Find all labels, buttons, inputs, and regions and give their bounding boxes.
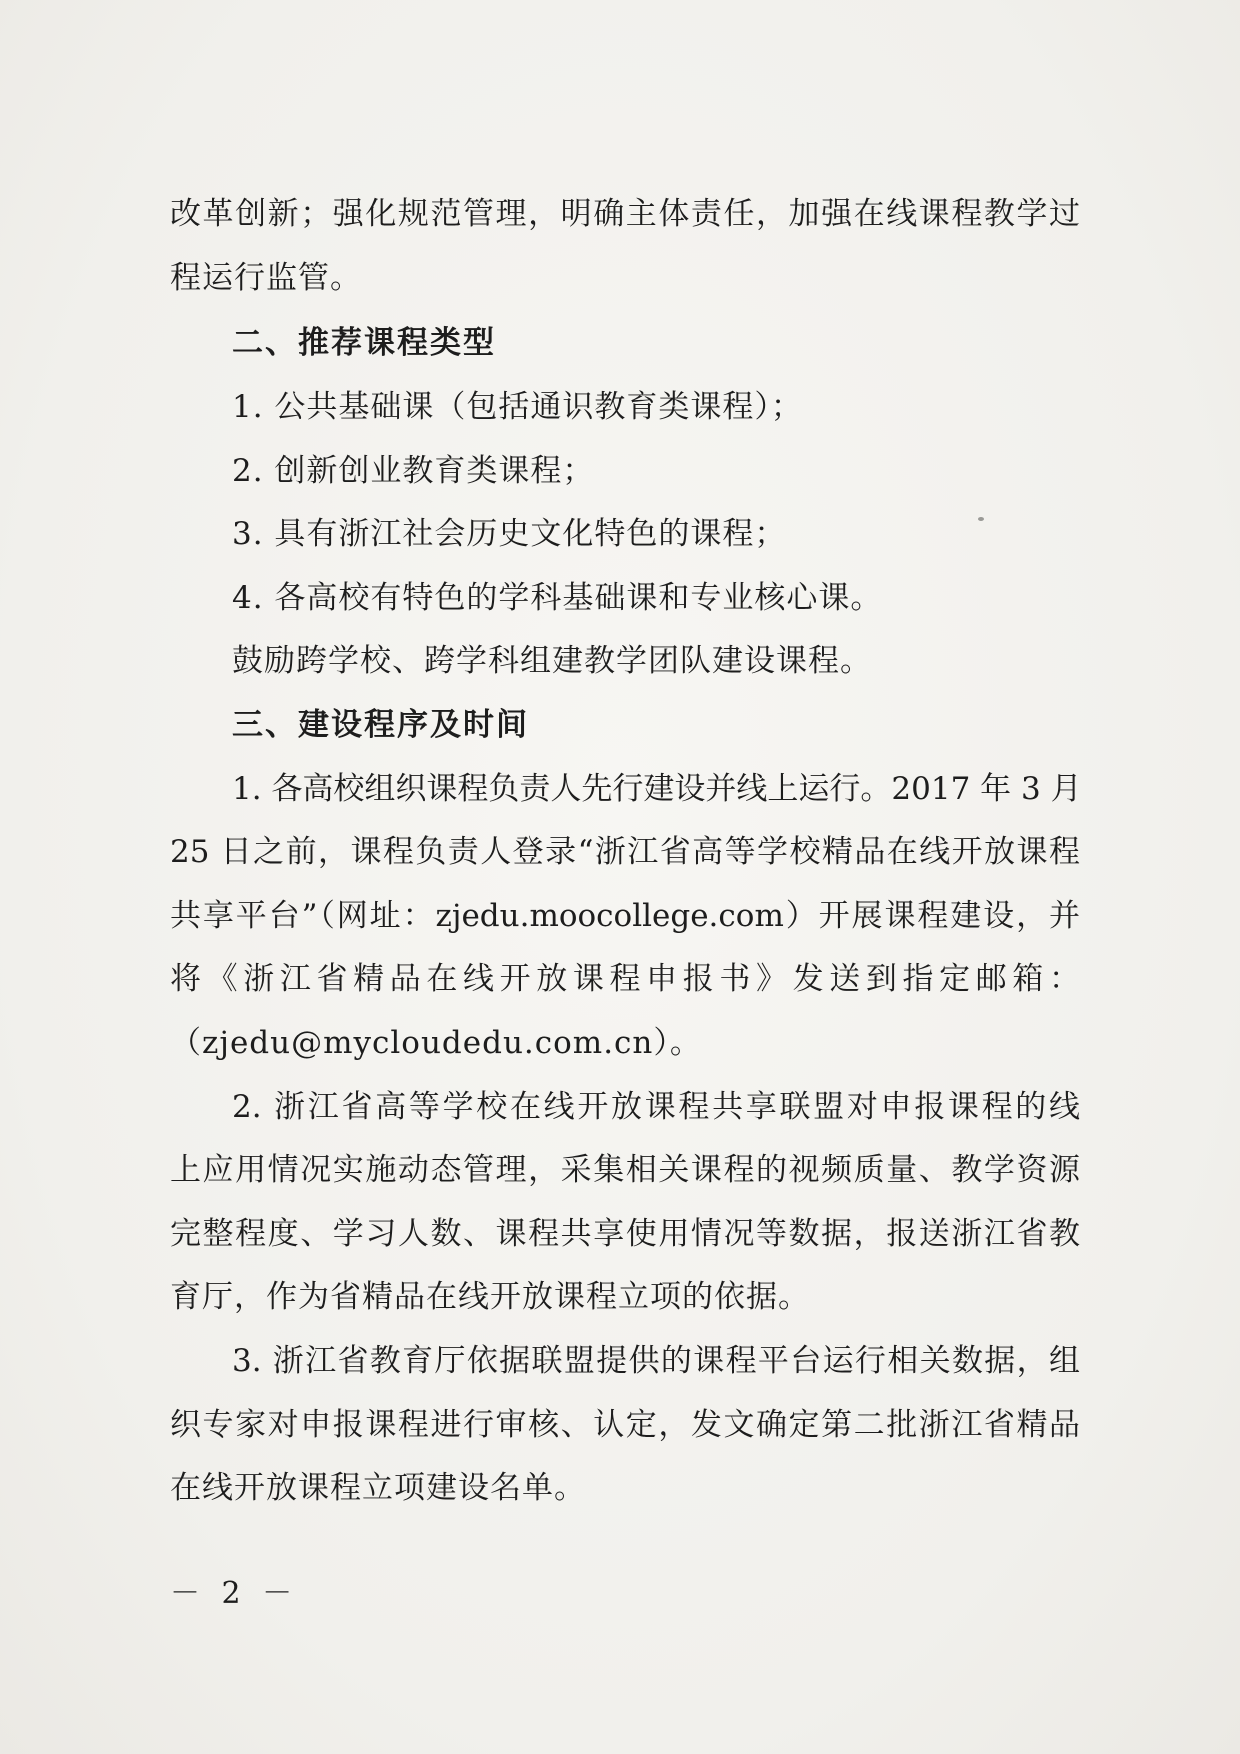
paragraph-line: 将《浙江省精品在线开放课程申报书》发送到指定邮箱：	[170, 961, 1080, 997]
section-heading-3: 三、建设程序及时间	[232, 707, 529, 743]
paragraph-line: 程运行监管。	[170, 260, 362, 296]
list-item: 4. 各高校有特色的学科基础课和专业核心课。	[232, 580, 883, 616]
paragraph-line: 织专家对申报课程进行审核、认定，发文确定第二批浙江省精品	[170, 1407, 1080, 1443]
page-number: － 2 －	[170, 1576, 299, 1611]
paragraph-line: 25 日之前，课程负责人登录“浙江省高等学校精品在线开放课程	[170, 834, 1080, 870]
paragraph-line: 2. 浙江省高等学校在线开放课程共享联盟对申报课程的线	[232, 1089, 1080, 1125]
paragraph-line: 完整程度、学习人数、课程共享使用情况等数据，报送浙江省教	[170, 1216, 1080, 1252]
paragraph-line: 育厅，作为省精品在线开放课程立项的依据。	[170, 1279, 810, 1315]
paragraph-line: 上应用情况实施动态管理，采集相关课程的视频质量、教学资源	[170, 1152, 1080, 1188]
paragraph-line: 3. 浙江省教育厅依据联盟提供的课程平台运行相关数据，组	[232, 1343, 1080, 1379]
scan-speck	[978, 517, 984, 521]
paragraph-line: 在线开放课程立项建设名单。	[170, 1470, 586, 1506]
paragraph-line: 改革创新；强化规范管理，明确主体责任，加强在线课程教学过	[170, 196, 1080, 232]
section-heading-2: 二、推荐课程类型	[232, 325, 496, 361]
paragraph-line: 共享平台”（网址：zjedu.moocollege.com）开展课程建设，并	[170, 898, 1080, 934]
list-item: 2. 创新创业教育类课程；	[232, 453, 595, 489]
list-item: 3. 具有浙江社会历史文化特色的课程；	[232, 516, 787, 552]
email-address: （zjedu@mycloudedu.com.cn）。	[170, 1025, 702, 1061]
list-item: 1. 公共基础课（包括通识教育类课程）；	[232, 389, 803, 425]
paragraph-line: 1. 各高校组织课程负责人先行建设并线上运行。2017 年 3 月	[232, 771, 1082, 807]
paragraph-line: 鼓励跨学校、跨学科组建教学团队建设课程。	[232, 643, 872, 679]
